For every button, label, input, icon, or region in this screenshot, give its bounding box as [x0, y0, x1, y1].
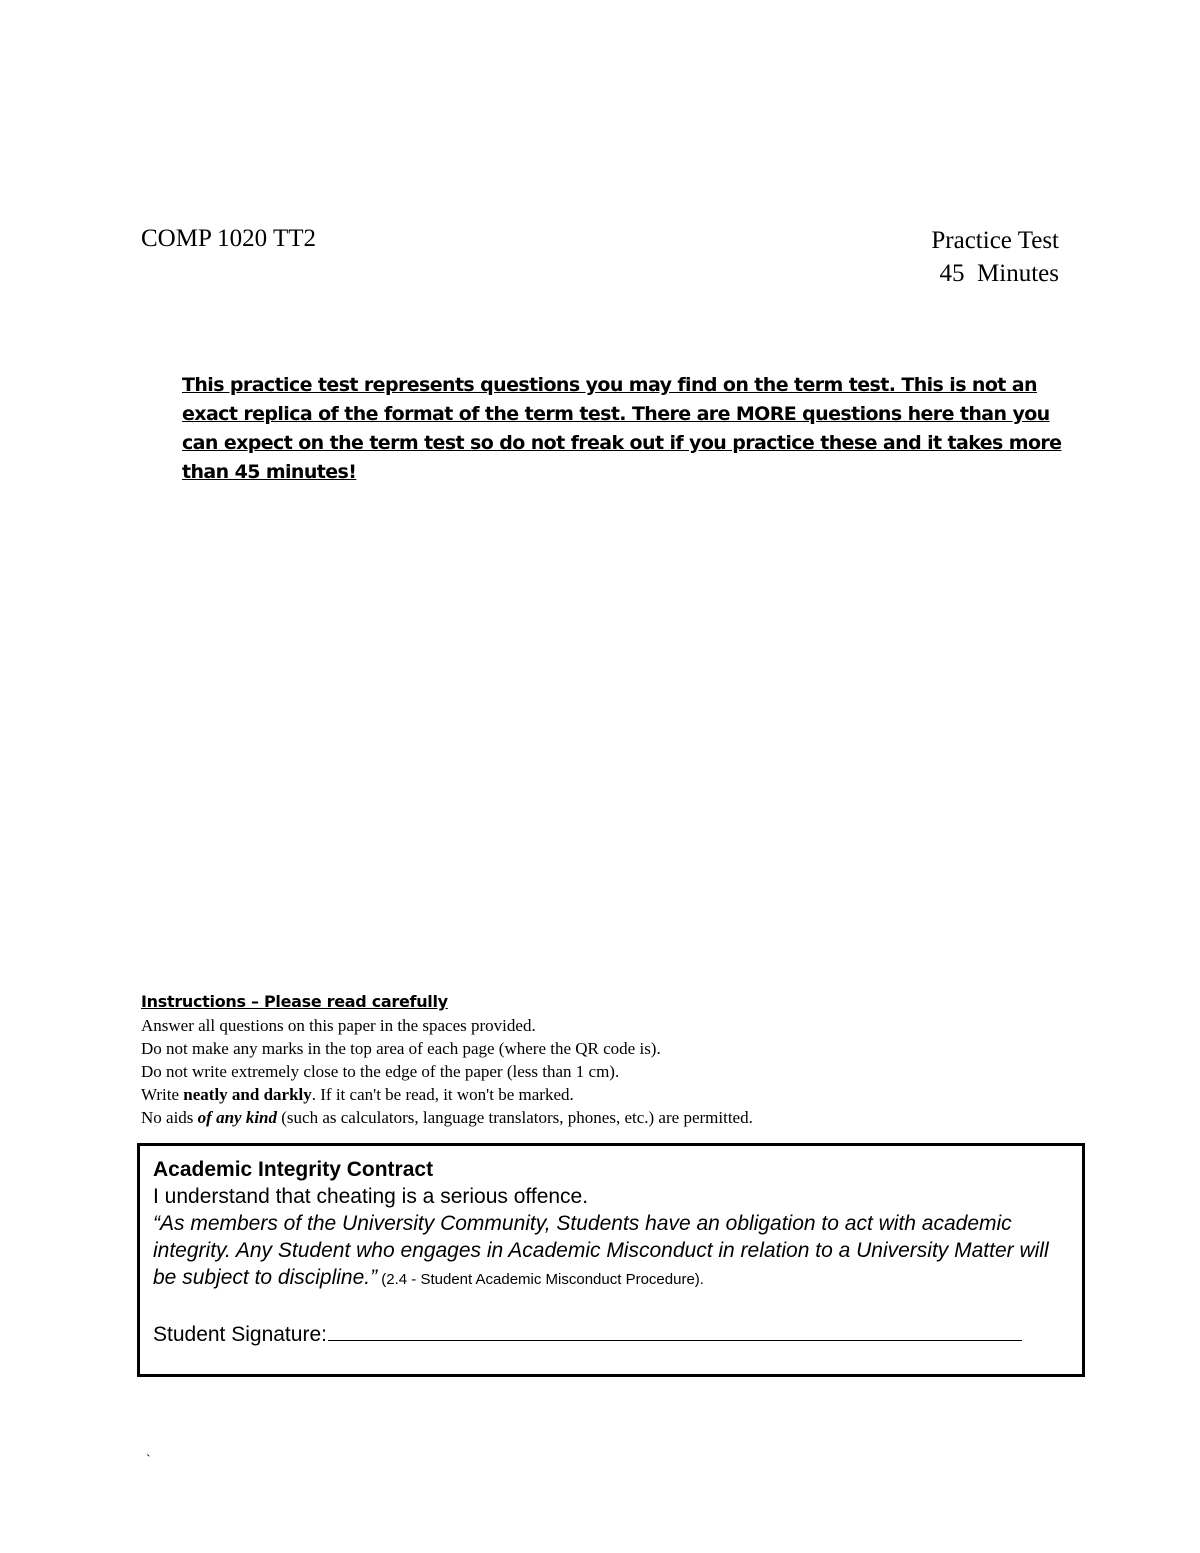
instructions-title: Instructions – Please read carefully	[141, 992, 448, 1011]
academic-integrity-content	[153, 1156, 1062, 1348]
integrity-statement: I understand that cheating is a serious offence.	[153, 1185, 589, 1208]
practice-test-note: This practice test represents questions you may find on the term test. This is not an exact replica of the format of the term test. There are MORE questions here than you can expect on the term test so do not freak out if you practice these and it takes more than 45 minutes!	[182, 374, 1062, 483]
integrity-quote-text: “As members of the University Community, Students have an obligation to act with academic integrity. Any Student who engages in Academic Misconduct in relation to a University Matter will be subject to discipline.”	[153, 1212, 1049, 1289]
test-duration: 45 Minutes	[939, 260, 1059, 287]
test-type: Practice Test	[931, 227, 1059, 254]
instruction-text: . If it can't be read, it won't be marked.	[311, 1085, 574, 1104]
instruction-text: No aids	[141, 1108, 198, 1127]
instructions-section	[141, 990, 1081, 1129]
integrity-title: Academic Integrity Contract	[153, 1158, 434, 1181]
test-info	[931, 224, 1059, 290]
instruction-line: Do not write extremely close to the edge of the paper (less than 1 cm).	[141, 1062, 620, 1081]
instruction-text: Write	[141, 1085, 184, 1104]
integrity-citation: (2.4 - Student Academic Misconduct Procedure).	[377, 1271, 704, 1288]
instruction-emphasis: neatly and darkly	[183, 1085, 312, 1104]
course-code: COMP 1020 TT2	[141, 225, 317, 252]
instruction-line: Do not make any marks in the top area of each page (where the QR code is).	[141, 1039, 661, 1058]
stray-mark: `	[146, 1453, 151, 1468]
instruction-line	[141, 1083, 1081, 1106]
signature-label: Student Signature:	[153, 1323, 327, 1346]
instruction-line: Answer all questions on this paper in the spaces provided.	[141, 1016, 536, 1035]
academic-integrity-box	[137, 1143, 1085, 1377]
signature-line[interactable]	[328, 1320, 1022, 1341]
instruction-line	[141, 1106, 1081, 1129]
instruction-text: (such as calculators, language translators, phones, etc.) are permitted.	[277, 1108, 753, 1127]
instruction-emphasis: of any kind	[197, 1108, 278, 1127]
signature-row	[153, 1320, 1062, 1348]
integrity-quote	[153, 1210, 1062, 1293]
